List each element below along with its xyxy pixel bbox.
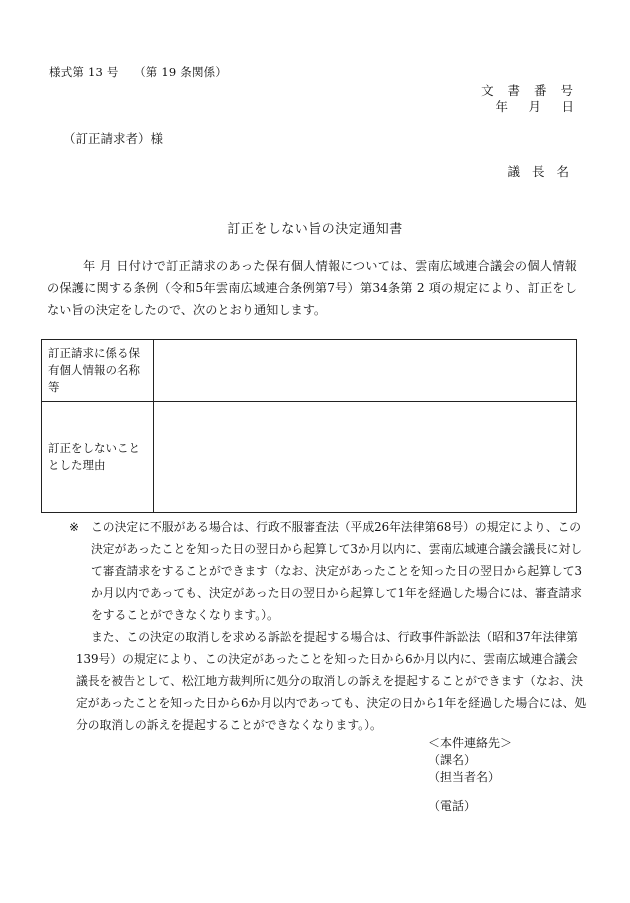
body-paragraph: 年 月 日付けで訂正請求のあった保有個人情報については、雲南広域連合議会の個人情報の保護に関する条例（令和5年雲南広域連合条例第7号）第34条第 2 項の規定により、訂正をしない旨の決定をしたので、次のとおり通知します。 (47, 259, 577, 317)
information-table (41, 339, 577, 513)
row-value-information-name (154, 340, 577, 402)
note-mark: ※ (69, 520, 79, 534)
contact-block (428, 735, 512, 815)
addressee: （訂正請求者）様 (63, 131, 164, 146)
contact-person: （担当者名） (428, 770, 501, 784)
row-value-reason (154, 402, 577, 513)
contact-spacer (428, 786, 512, 798)
document-title: 訂正をしない旨の決定通知書 (227, 222, 403, 237)
row-label-information-name: 訂正請求に係る保有個人情報の名称等 (42, 340, 154, 402)
contact-section: （課名） (428, 753, 477, 767)
appeal-paragraph-review (69, 516, 589, 626)
appeal-paragraph-lawsuit: また、この決定の取消しを求める訴訟を提起する場合は、行政事件訴訟法（昭和37年法律第139号）の規定により、この決定があったことを知った日から6か月以内に、雲南広域連合議会議長を被告として、松江地方裁判所に処分の取消しの訴えを提起することができます（なお、決定があったことを知った日から6か月以内であっても、決定の日から1年を経過した場合には、処分の取消しの訴えを提起することができなくなります。）。 (76, 630, 587, 732)
form-number: 様式第 13 号 （第 19 条関係） (49, 65, 228, 79)
table-row (42, 340, 577, 402)
appeal-notice (69, 516, 589, 736)
document-date: 年 月 日 (495, 99, 578, 114)
row-label-reason: 訂正をしないこととした理由 (42, 402, 154, 513)
sender-name: 議 長 名 (507, 164, 573, 179)
contact-heading: ＜本件連絡先＞ (428, 736, 513, 750)
document-number: 文 書 番 号 (481, 83, 578, 98)
appeal-review-text: この決定に不服がある場合は、行政不服審査法（平成26年法律第68号）の規定により、この決定があったことを知った日の翌日から起算して3か月以内に、雲南広域連合議会議長に対して審査請求をすることができます（なお、決定があったことを知った日の翌日から起算して3か月以内であっても、決定があった日の翌日から起算して1年を経過した場合には、審査請求をすることができなくなります。）。 (91, 520, 583, 622)
contact-phone: （電話） (428, 799, 477, 813)
table-row (42, 402, 577, 513)
